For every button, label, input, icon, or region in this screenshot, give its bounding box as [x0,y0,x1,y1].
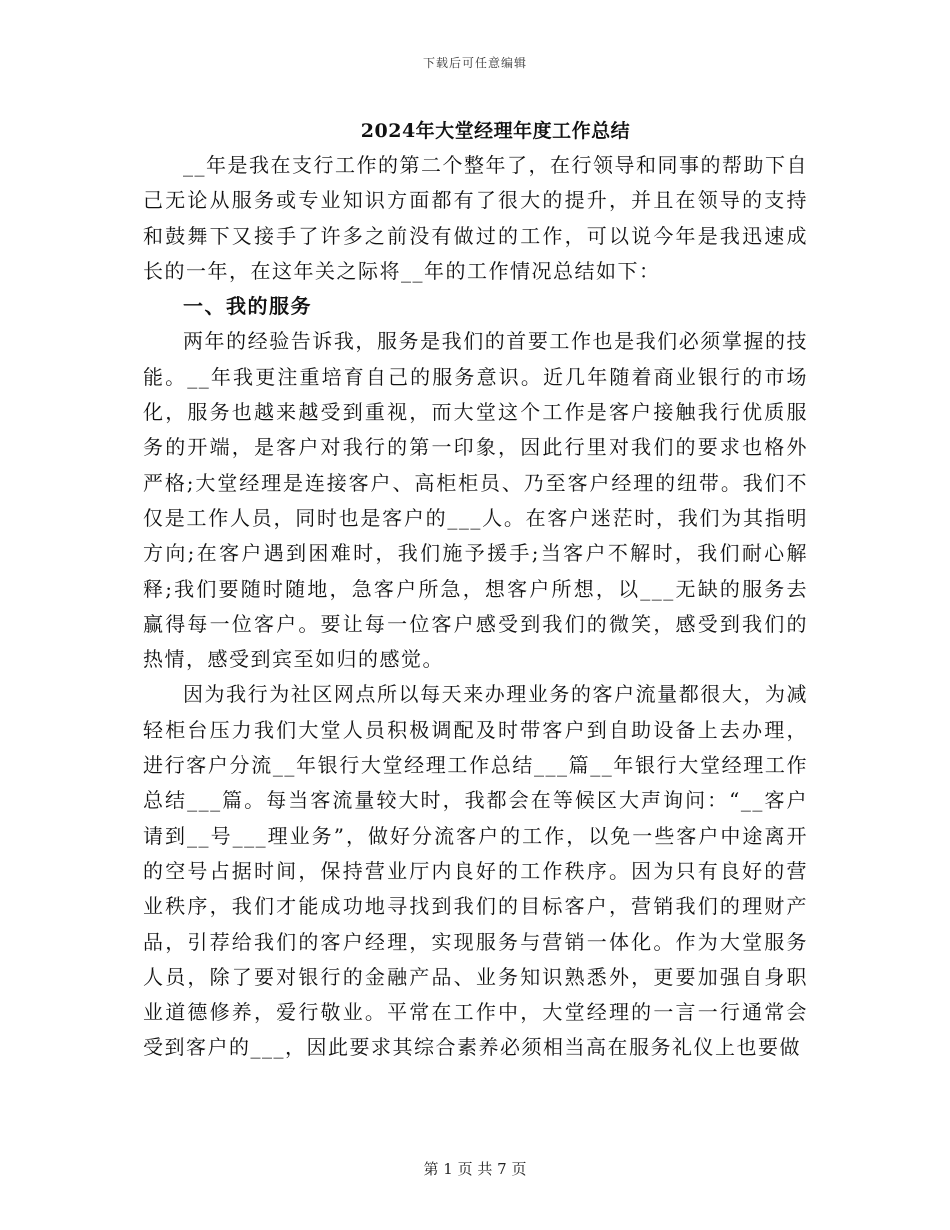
document-title: 2024年大堂经理年度工作总结 [360,120,631,142]
service-paragraph-2: 因为我行为社区网点所以每天来办理业务的客户流量都很大，为减轻柜台压力我们大堂人员积极调配及时带客户到自助设备上去办理，进行客户分流__年银行大堂经理工作总结___篇__年银行大堂经理工作总结___篇。每当客流量较大时，我都会在等候区大声询问：“__客户请到__号___理业务”，做好分流客户的工作，以免一些客户中途离开的空号占据时间，保持营业厅内良好的工作秩序。因为只有良好的营业秩序，我们才能成功地寻找到我们的目标客户，营销我们的理财产品，引荐给我们的客户经理，实现服务与营销一体化。作为大堂服务人员，除了要对银行的金融产品、业务知识熟悉外，更要加强自身职业道德修养，爱行敬业。平常在工作中，大堂经理的一言一行通常会受到客户的___，因此要求其综合素养必须相当高在服务礼仪上也要做 [143,682,808,1060]
service-paragraph-1: 两年的经验告诉我，服务是我们的首要工作也是我们必须掌握的技能。__年我更注重培育自己的服务意识。近几年随着商业银行的市场化，服务也越来越受到重视，而大堂这个工作是客户接触我行优质服务的开端，是客户对我行的第一印象，因此行里对我们的要求也格外严格;大堂经理是连接客户、高柜柜员、乃至客户经理的纽带。我们不仅是工作人员，同时也是客户的___人。在客户迷茫时，我们为其指明方向;在客户遇到困难时，我们施予援手;当客户不解时，我们耐心解释;我们要随时随地，急客户所急，想客户所想，以___无缺的服务去赢得每一位客户。要让每一位客户感受到我们的微笑，感受到我们的热情，感受到宾至如归的感觉。 [143,329,808,672]
section-heading-service: 一、我的服务 [183,294,312,319]
intro-paragraph: __年是我在支行工作的第二个整年了，在行领导和同事的帮助下自己无论从服务或专业知识方面都有了很大的提升，并且在领导的支持和鼓舞下又接手了许多之前没有做过的工作，可以说今年是我迅速成长的一年，在这年关之际将__年的工作情况总结如下： [143,153,808,283]
document-body [143,114,808,1066]
download-note: 下载后可任意编辑 [422,56,527,70]
page-number: 第 1 页 共 7 页 [423,1160,527,1178]
